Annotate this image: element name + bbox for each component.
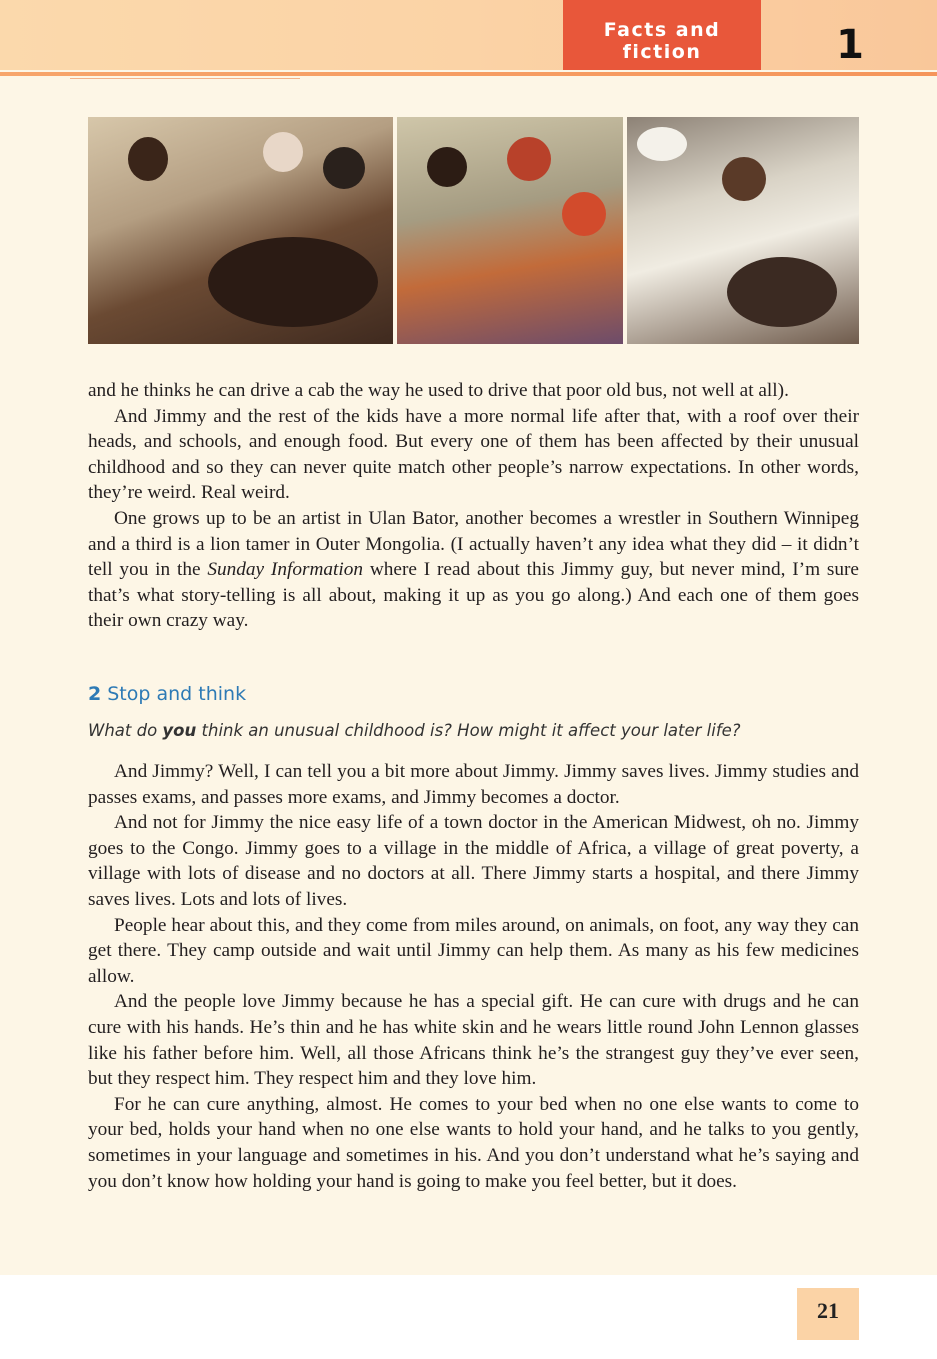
paragraph: For he can cure anything, almost. He comes to your bed when no one else wants to come to your bed, holds your hand when no one else wants to hold your hand, and he talks to you gently, sometimes in your language and sometimes in his. And you don’t understand what he’s saying and you don’t know how holding your hand is going to make you feel better, but it does. (88, 1093, 859, 1192)
paragraph: And the people love Jimmy because he has a special gift. He can cure with drugs and he can cure with his hands. He’s thin and he has white skin and he wears little round John Lennon glasses like his father before him. Well, all those Africans think he’s the strangest guy they’ve ever seen, but they respect him. They respect him and they love him. (88, 991, 859, 1090)
section-tab (563, 0, 761, 70)
prompt-emphasis: you (162, 721, 197, 740)
prompt-text: What do (88, 721, 163, 740)
section-title: Facts and fiction (603, 19, 721, 63)
doctors-treating-patient-photo (88, 117, 393, 344)
page-number: 21 (817, 1298, 839, 1323)
discussion-prompt (88, 721, 741, 740)
nurse-with-mother-and-children-photo (397, 117, 623, 344)
paragraph (88, 506, 859, 634)
section-title: Stop and think (107, 683, 247, 705)
paragraph: People hear about this, and they come from miles around, on animals, on foot, any way they can get there. They camp outside and wait until Jimmy can help them. As many as his few medicines allow. (88, 914, 859, 987)
header-band (0, 0, 937, 70)
story-text-top (88, 378, 859, 634)
nurses-at-hospital-bed-photo (627, 117, 859, 344)
paragraph-text: One grows up to be an artist in Ulan Bator, another becomes a wrestler in Southern Winnipeg and a third is a lion tamer in Outer Mongolia. (I actually haven’t any idea what they did – it didn’t tell you in the (88, 507, 859, 581)
chapter-number: 1 (836, 22, 864, 68)
page-number-box (797, 1288, 859, 1340)
paragraph: And Jimmy and the rest of the kids have a more normal life after that, with a roof over their heads, and schools, and enough food. But every one of them has been affected by their unusual childhood and so they can never quite match other people’s narrow expectations. In other words, they’re weird. Real weird. (88, 405, 859, 504)
section-number: 2 (88, 683, 102, 705)
prompt-text: think an unusual childhood is? How might it affect your later life? (196, 721, 741, 740)
paragraph: And not for Jimmy the nice easy life of a town doctor in the American Midwest, oh no. Jimmy goes to the Congo. Jimmy goes to a village in the middle of Africa, a village of great poverty, a village with lots of disease and no doctors at all. There Jimmy starts a hospital, and there Jimmy saves lives. Lots and lots of lives. (88, 812, 859, 910)
paragraph: and he thinks he can drive a cab the way he used to drive that poor old bus, not well at all). (88, 380, 789, 401)
newspaper-title: Sunday Information (207, 559, 364, 581)
section-heading (88, 683, 246, 705)
header-rule (0, 72, 937, 76)
paragraph-text: where I read about this Jimmy guy, but never mind, I’m sure that’s what story-telling is all about, making it up as you go along.) And each one of them goes their own crazy way. (88, 559, 859, 632)
header-thin-rule (70, 78, 300, 79)
story-text-bottom (88, 759, 859, 1194)
paragraph: And Jimmy? Well, I can tell you a bit more about Jimmy. Jimmy saves lives. Jimmy studies and passes exams, and passes more exams, and Jimmy becomes a doctor. (88, 761, 859, 808)
